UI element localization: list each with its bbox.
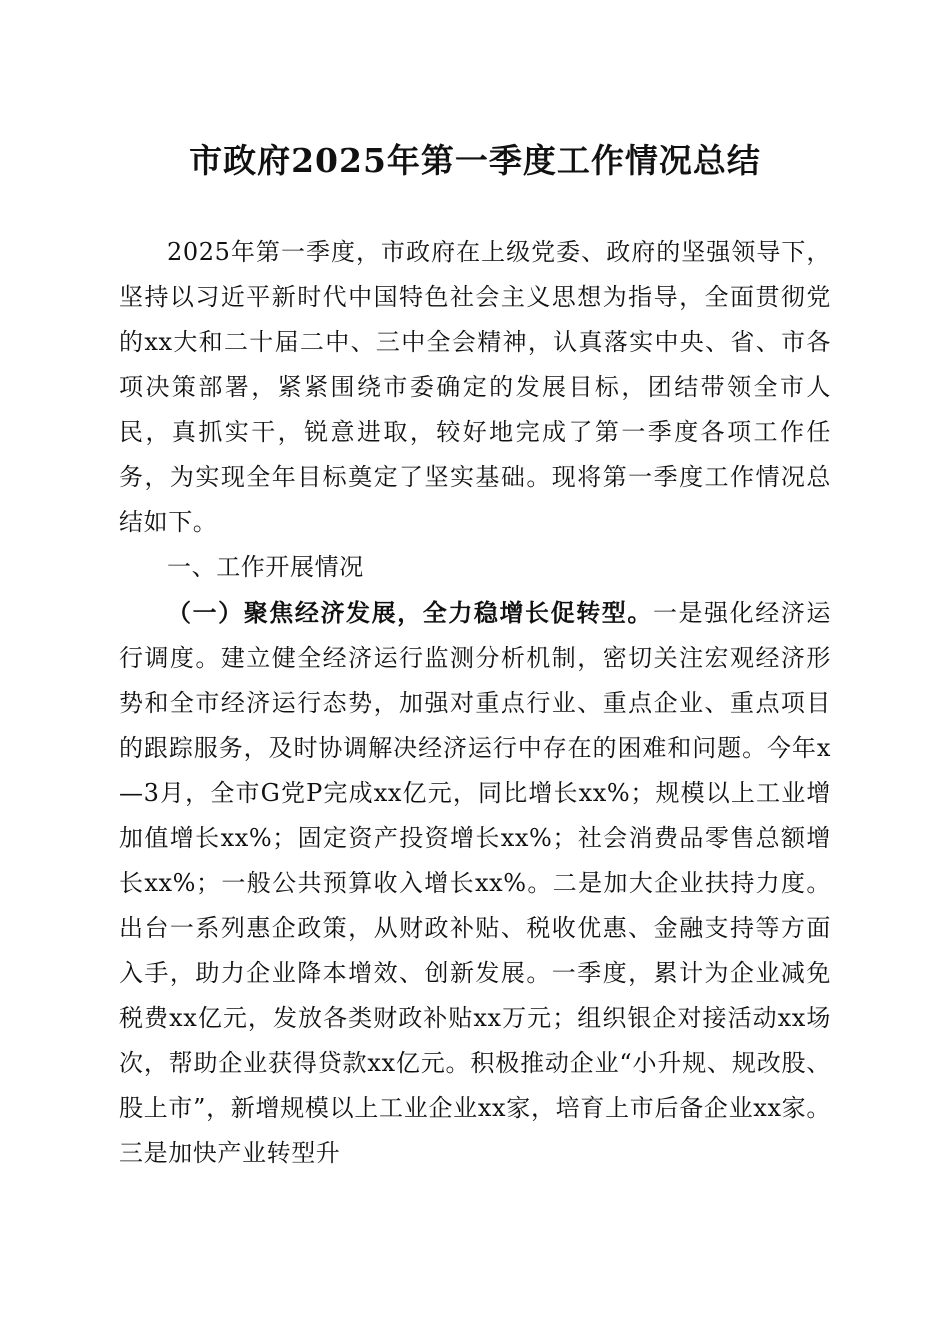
subsection-paragraph-1 — [119, 590, 831, 1176]
subsection-body-1: 一是强化经济运行调度。建立健全经济运行监测分析机制，密切关注宏观经济形势和全市经济运行态势，加强对重点行业、重点企业、重点项目的跟踪服务，及时协调解决经济运行中存在的困难和问题。今年x—3月，全市G党P完成xx亿元，同比增长xx%；规模以上工业增加值增长xx%；固定资产投资增长xx%；社会消费品零售总额增长xx%；一般公共预算收入增长xx%。二是加大企业扶持力度。出台一系列惠企政策，从财政补贴、税收优惠、金融支持等方面入手，助力企业降本增效、创新发展。一季度，累计为企业减免税费xx亿元，发放各类财政补贴xx万元；组织银企对接活动xx场次，帮助企业获得贷款xx亿元。积极推动企业“小升规、规改股、股上市”，新增规模以上工业企业xx家，培育上市后备企业xx家。三是加快产业转型升 — [119, 599, 831, 1167]
section-heading-1: 一、工作开展情况 — [167, 553, 364, 581]
intro-paragraph: 2025年第一季度，市政府在上级党委、政府的坚强领导下，坚持以习近平新时代中国特色社会主义思想为指导，全面贯彻党的xx大和二十届二中、三中全会精神，认真落实中央、省、市各项决策部署，紧紧围绕市委确定的发展目标，团结带领全市人民，真抓实干，锐意进取，较好地完成了第一季度各项工作任务，为实现全年目标奠定了坚实基础。现将第一季度工作情况总结如下。 — [119, 238, 831, 536]
document-title: 市政府2025年第一季度工作情况总结 — [189, 141, 761, 180]
document-body — [119, 230, 831, 1176]
subsection-heading-1: （一）聚焦经济发展，全力稳增长促转型。 — [167, 598, 653, 627]
